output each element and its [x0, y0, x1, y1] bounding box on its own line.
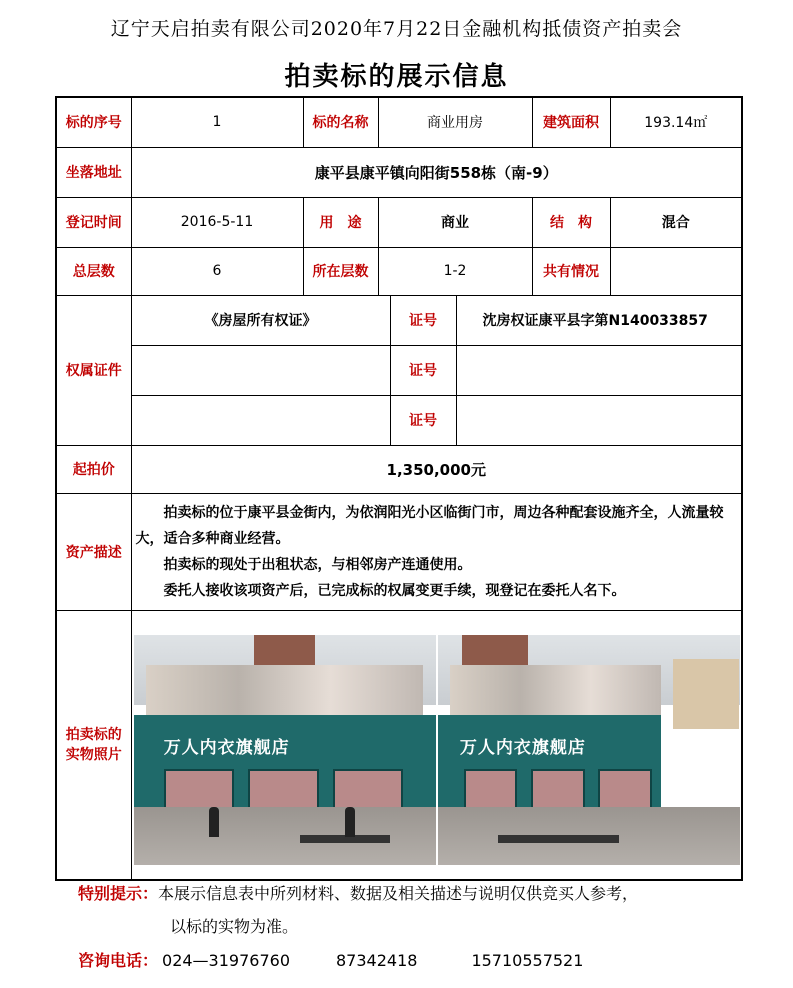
table-row: [56, 197, 742, 247]
phone-3: 15710557521: [471, 951, 584, 970]
cert-name-2: [131, 345, 390, 395]
storefront-photo-2: [438, 635, 740, 865]
location-label: 坐落地址: [56, 147, 131, 197]
cert-no-label-2: 证号: [390, 345, 456, 395]
table-row: [56, 295, 742, 345]
special-notice: [78, 881, 638, 904]
cert-no-label-3: 证号: [390, 395, 456, 445]
shared-label: 共有情况: [532, 247, 610, 295]
total-floors-label: 总层数: [56, 247, 131, 295]
structure-label: 结 构: [532, 197, 610, 247]
phone-2: 87342418: [336, 951, 418, 970]
table-row: [56, 345, 742, 395]
reg-time-label: 登记时间: [56, 197, 131, 247]
table-row: [56, 97, 742, 147]
company-auction-title: 辽宁天启拍卖有限公司2020年7月22日金融机构抵债资产拍卖会: [110, 18, 683, 40]
area-value: 193.14㎡: [610, 97, 742, 147]
cert-no-value-1: 沈房权证康平县字第N140033857: [456, 295, 742, 345]
lot-no-value: 1: [131, 97, 303, 147]
shop-sign-text: 万人内衣旗舰店: [163, 737, 290, 758]
cert-no-value-3: [456, 395, 742, 445]
area-label: 建筑面积: [532, 97, 610, 147]
lot-info-table: [55, 96, 743, 881]
table-row: [56, 445, 742, 493]
table-row: [56, 610, 742, 880]
shared-value: [610, 247, 742, 295]
contact-phones: [78, 948, 583, 971]
location-value: 康平县康平镇向阳街558栋（南-9）: [131, 147, 742, 197]
desc-paragraph-1: 拍卖标的位于康平县金街内，为依润阳光小区临街门市，周边各种配套设施齐全，人流量较大，适合多种商业经营。: [135, 504, 724, 547]
cert-no-value-2: [456, 345, 742, 395]
notice-line-2: 以标的实物为准。: [170, 917, 299, 936]
page-title: 拍卖标的展示信息: [284, 62, 509, 92]
floor-label: 所在层数: [303, 247, 378, 295]
usage-value: 商业: [378, 197, 532, 247]
start-price-label: 起拍价: [56, 445, 131, 493]
cert-no-label-1: 证号: [390, 295, 456, 345]
total-floors-value: 6: [131, 247, 303, 295]
reg-time-value: 2016-5-11: [131, 197, 303, 247]
ownership-label: 权属证件: [56, 295, 131, 445]
usage-label: 用 途: [303, 197, 378, 247]
start-price-value: 1,350,000元: [131, 445, 742, 493]
phone-1: 024—31976760: [162, 951, 290, 970]
floor-value: 1-2: [378, 247, 532, 295]
shop-sign-text: 万人内衣旗舰店: [459, 737, 586, 758]
table-row: [56, 493, 742, 610]
asset-desc-label: 资产描述: [56, 493, 131, 610]
asset-description: [131, 493, 742, 610]
storefront-photo-1: [134, 635, 436, 865]
notice-line-1: 本展示信息表中所列材料、数据及相关描述与说明仅供竞买人参考，: [158, 884, 639, 903]
desc-paragraph-2: 拍卖标的现处于出租状态，与相邻房产连通使用。: [163, 556, 472, 573]
lot-no-label: 标的序号: [56, 97, 131, 147]
desc-paragraph-3: 委托人接收该项资产后，已完成标的权属变更手续，现登记在委托人名下。: [163, 582, 626, 599]
table-row: [56, 395, 742, 445]
cert-name-3: [131, 395, 390, 445]
photos-label: 拍卖标的实物照片: [56, 610, 131, 880]
photos-cell: [131, 610, 742, 880]
notice-label: 特别提示：: [78, 884, 159, 903]
lot-name-label: 标的名称: [303, 97, 378, 147]
phone-label: 咨询电话：: [78, 951, 159, 970]
lot-name-value: 商业用房: [378, 97, 532, 147]
table-row: [56, 147, 742, 197]
table-row: [56, 247, 742, 295]
structure-value: 混合: [610, 197, 742, 247]
cert-name-1: 《房屋所有权证》: [131, 295, 390, 345]
